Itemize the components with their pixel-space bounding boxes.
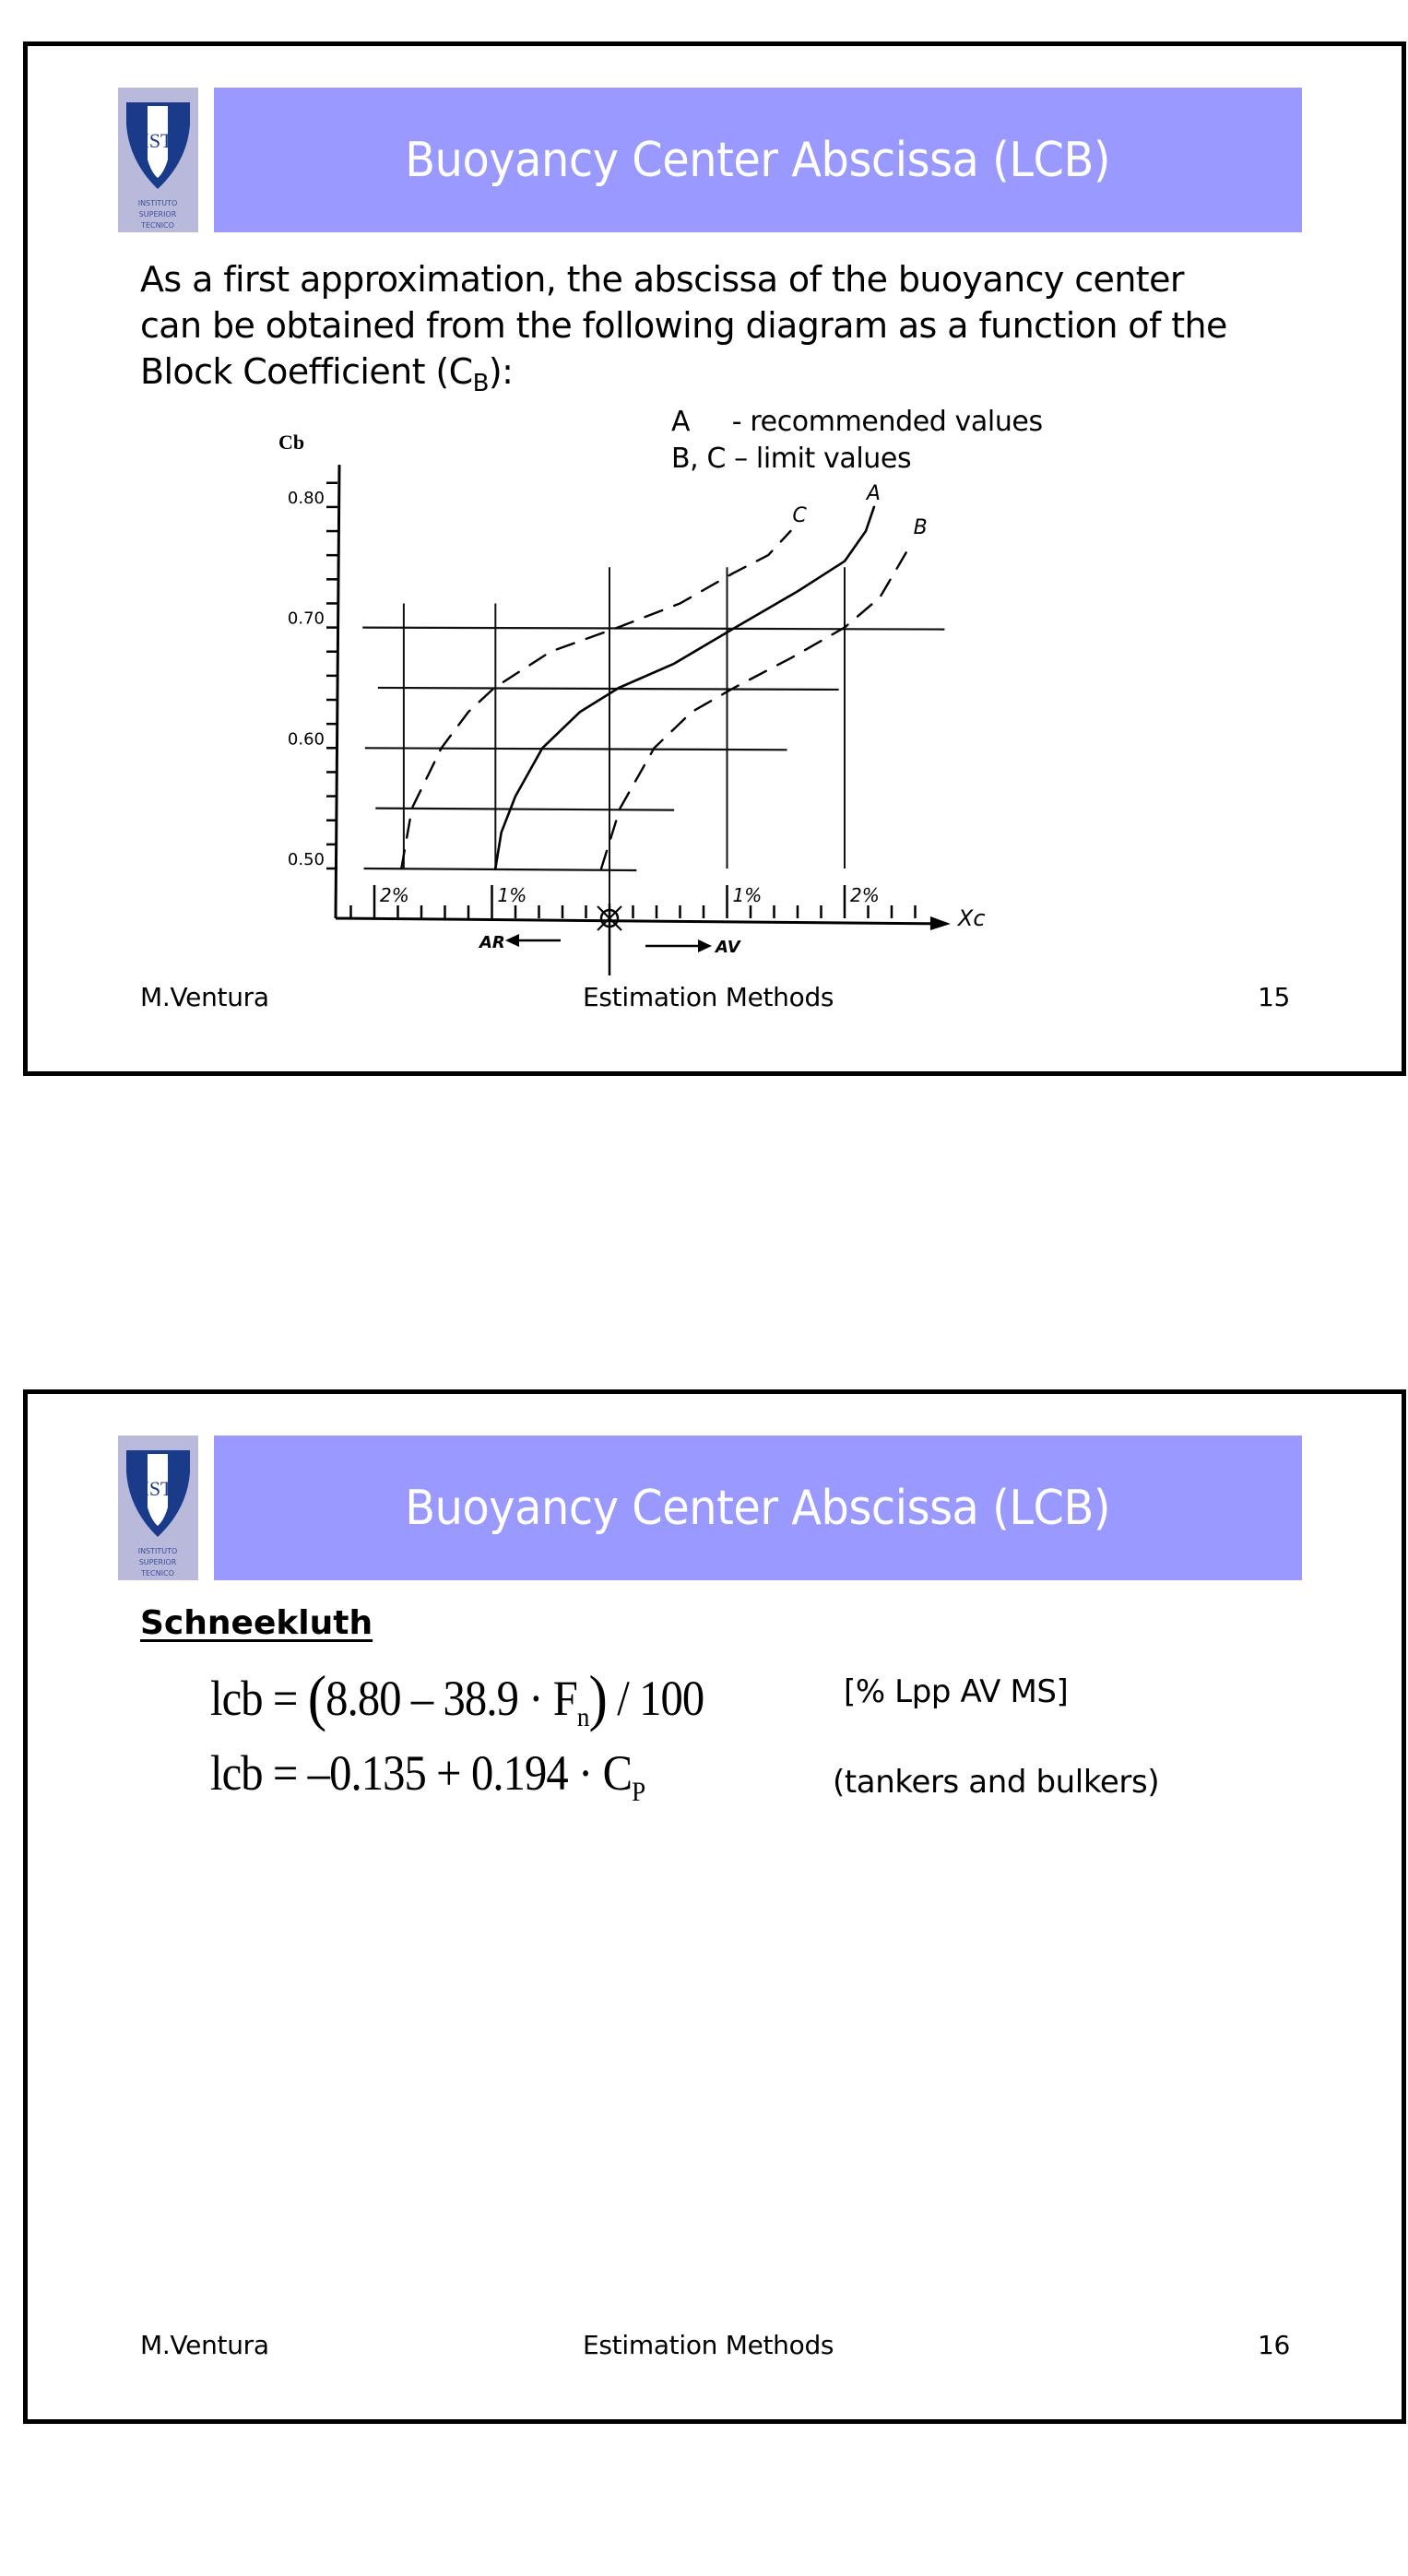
grid-line-h [364,869,637,870]
x-tick-label: 2% [850,884,880,906]
formula-lcb-froude [210,1661,704,1734]
lcb-diagram [28,46,1402,1071]
logo-line-2: SUPERIOR [138,210,177,219]
chart-legend [671,404,1043,478]
x-tick-label: 1% [497,884,527,906]
formula-units-note: [% Lpp AV MS] [844,1673,1069,1710]
formula-lhs: lcb = –0.135 + 0.194 · C [210,1745,633,1801]
x-tick-label: 1% [732,884,763,906]
footer-page-number: 15 [1258,982,1291,1012]
body-line-2: can be obtained from the following diagram as a function of the [140,305,1227,346]
curve-label-b: B [913,516,928,540]
section-title: Schneekluth [140,1604,373,1642]
formula-applicability-note: (tankers and bulkers) [833,1764,1160,1801]
aft-label: AR [479,933,505,952]
formula-open-paren: ( [307,1662,326,1732]
curve-b [601,543,912,869]
y-axis [336,465,339,918]
logo-monogram: IST [142,129,173,152]
formula-tail: / 100 [606,1671,704,1726]
grid-line-h [378,688,839,690]
x-axis [336,918,947,924]
shield-logo-icon [118,1436,198,1580]
slide-header [214,1436,1302,1580]
y-tick-label: 0.80 [287,488,325,508]
logo-line-1: INSTITUTO [137,1547,178,1555]
logo-line-2: SUPERIOR [138,1558,177,1566]
x-tick-label: 2% [380,884,409,906]
footer-topic: Estimation Methods [583,982,834,1012]
x-axis-arrowhead [930,916,951,930]
logo-monogram: IST [142,1477,173,1500]
fwd-label: AV [716,938,740,957]
footer-page-number: 16 [1258,2330,1291,2360]
aft-arrowhead-icon [505,934,519,947]
formula-sub: P [632,1777,645,1807]
body-line-3-suffix: ): [488,351,514,392]
x-axis-label: Xc [957,905,986,931]
logo-line-3: TECNICO [141,1569,174,1578]
legend-item-bc [671,441,1043,478]
y-axis-label: Cb [278,431,305,454]
slide-title: Buoyancy Center Abscissa (LCB) [405,1480,1111,1536]
legend-item-a [671,404,1043,441]
logo-line-1: INSTITUTO [137,199,178,207]
footer-topic: Estimation Methods [583,2330,834,2360]
curve-c [401,531,790,869]
grid-line-h [365,748,787,750]
footer-author: M.Ventura [140,2330,269,2360]
fwd-arrowhead-icon [698,939,712,952]
y-tick-label: 0.70 [287,609,325,629]
legend-text: - recommended values [690,406,1043,438]
grid-line-h [375,809,674,810]
formula-sub: n [576,1702,589,1732]
formula-close-paren: ) [588,1662,607,1732]
footer-author: M.Ventura [140,982,269,1012]
formula-expr: 8.80 – 38.9 · F [325,1671,577,1726]
body-line-1: As a first approximation, the abscissa of the buoyancy center [140,259,1184,300]
formula-lhs: lcb = [210,1671,308,1726]
formula-lcb-prismatic [210,1744,645,1808]
chart-labels [278,431,986,957]
slide-title: Buoyancy Center Abscissa (LCB) [405,132,1111,188]
curve-label-c: C [792,504,807,528]
slide-16 [23,1389,1406,2424]
legend-key: A [671,406,691,438]
y-tick-label: 0.50 [287,850,325,869]
slide-15 [23,41,1406,1076]
ist-logo [118,1436,198,1580]
grid-line-h [362,628,944,630]
logo-line-3: TECNICO [141,221,174,230]
legend-text: – limit values [726,443,912,475]
body-line-3-sub: B [472,370,489,397]
legend-key: B, C [671,443,727,475]
y-tick-label: 0.60 [287,729,325,750]
body-line-3-prefix: Block Coefficient (C [140,351,473,392]
curve-label-a: A [866,481,881,505]
